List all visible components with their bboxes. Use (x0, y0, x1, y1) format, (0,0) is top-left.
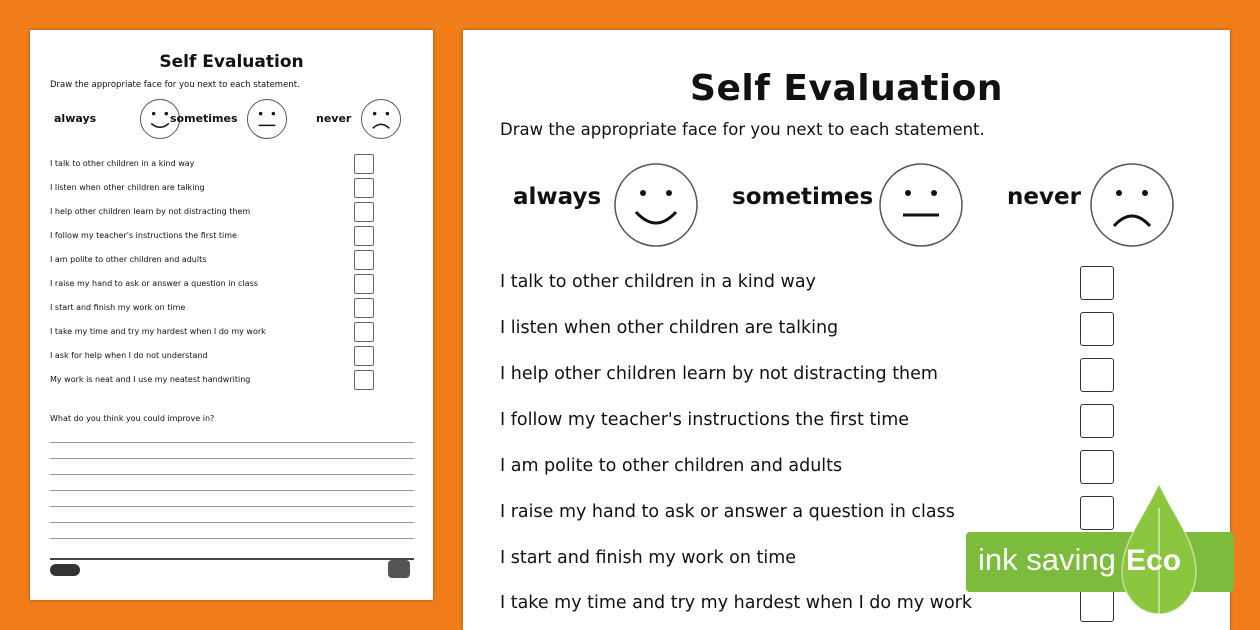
thumbnail-title: Self Evaluation (159, 52, 304, 72)
thumbnail-label-never: never (316, 112, 352, 125)
ink-saving-label: ink saving (978, 542, 1116, 577)
neutral-face-icon (878, 162, 964, 248)
writing-line[interactable] (50, 442, 414, 443)
thumbnail-question: What do you think you could improve in? (50, 414, 215, 423)
thumbnail-checkbox[interactable] (354, 154, 374, 174)
label-sometimes: sometimes (732, 184, 874, 210)
statement-checkbox[interactable] (1080, 266, 1114, 300)
statement-row: I start and finish my work on time (500, 548, 797, 568)
instruction-text: Draw the appropriate face for you next to each statement. (500, 120, 985, 139)
thumbnail-page (30, 30, 433, 600)
thumbnail-statement: I am polite to other children and adults (50, 255, 207, 264)
statement-row: I help other children learn by not distracting them (500, 364, 938, 384)
thumbnail-statement: I listen when other children are talking (50, 183, 205, 192)
publisher-logo-icon (50, 564, 80, 576)
thumbnail-checkbox[interactable] (354, 370, 374, 390)
statement-checkbox[interactable] (1080, 404, 1114, 438)
writing-line[interactable] (50, 458, 414, 459)
writing-line[interactable] (50, 538, 414, 539)
thumbnail-statement: I talk to other children in a kind way (50, 159, 195, 168)
thumbnail-statement: I ask for help when I do not understand (50, 351, 208, 360)
thumbnail-label-always: always (54, 112, 97, 125)
happy-face-icon (613, 162, 699, 248)
footer-badge-icon (388, 560, 410, 578)
writing-line[interactable] (50, 522, 414, 523)
page-title: Self Evaluation (690, 68, 1003, 109)
sad-face-icon (1089, 162, 1175, 248)
statement-row: I listen when other children are talking (500, 318, 839, 338)
thumbnail-checkbox[interactable] (354, 250, 374, 270)
thumbnail-checkbox[interactable] (354, 274, 374, 294)
eco-label: Eco (1126, 544, 1182, 577)
footer-divider (50, 558, 414, 560)
statement-checkbox[interactable] (1080, 358, 1114, 392)
thumbnail-checkbox[interactable] (354, 178, 374, 198)
writing-line[interactable] (50, 490, 414, 491)
thumbnail-checkbox[interactable] (354, 298, 374, 318)
thumbnail-checkbox[interactable] (354, 346, 374, 366)
thumbnail-checkbox[interactable] (354, 226, 374, 246)
thumbnail-statement: I take my time and try my hardest when I do my work (50, 327, 266, 336)
statement-checkbox[interactable] (1080, 450, 1114, 484)
statement-row: I take my time and try my hardest when I do my work (500, 593, 973, 613)
thumbnail-statement: I raise my hand to ask or answer a question in class (50, 279, 258, 288)
thumbnail-statement: I follow my teacher's instructions the first time (50, 231, 237, 240)
thumbnail-neutral-face-icon (246, 98, 288, 140)
statement-checkbox[interactable] (1080, 588, 1114, 622)
thumbnail-instruction: Draw the appropriate face for you next to each statement. (50, 80, 300, 90)
thumbnail-statement: I start and finish my work on time (50, 303, 186, 312)
statement-checkbox[interactable] (1080, 496, 1114, 530)
thumbnail-statement: I help other children learn by not distracting them (50, 207, 251, 216)
thumbnail-label-sometimes: sometimes (170, 112, 238, 125)
thumbnail-checkbox[interactable] (354, 322, 374, 342)
statement-checkbox[interactable] (1080, 312, 1114, 346)
statement-row: I raise my hand to ask or answer a question in class (500, 502, 955, 522)
writing-line[interactable] (50, 506, 414, 507)
statement-row: I am polite to other children and adults (500, 456, 843, 476)
thumbnail-statement: My work is neat and I use my neatest handwriting (50, 375, 251, 384)
thumbnail-sad-face-icon (360, 98, 402, 140)
writing-line[interactable] (50, 474, 414, 475)
statement-row: I talk to other children in a kind way (500, 272, 816, 292)
thumbnail-checkbox[interactable] (354, 202, 374, 222)
ink-saving-badge (966, 532, 1234, 592)
label-never: never (1007, 184, 1081, 210)
label-always: always (513, 184, 602, 210)
statement-row: I follow my teacher's instructions the first time (500, 410, 910, 430)
